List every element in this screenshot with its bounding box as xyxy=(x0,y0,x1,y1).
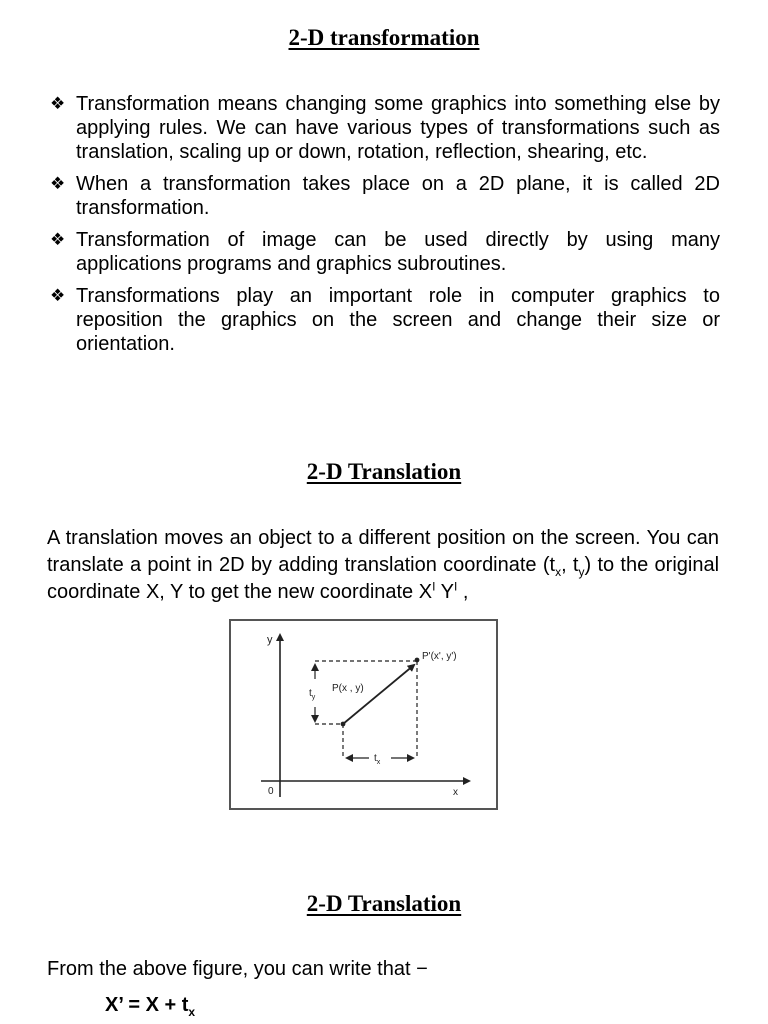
ty-label: $t_y$ xyxy=(309,688,316,701)
equation-x: X’ = $X + t_x$ xyxy=(105,994,196,1019)
point-label: P(x , y) xyxy=(332,683,364,694)
diamond-bullet-icon: ❖ xyxy=(50,230,66,249)
bullet-text: Transformation of image can be used directly by using many applications programs and graphics subroutines. xyxy=(76,229,720,275)
point-p xyxy=(341,722,346,727)
translation-figure xyxy=(229,619,498,810)
translation-paragraph: A translation moves an object to a different position on the screen. You can translate a point in 2D by adding translation coordinate ($t_x$, $t_y$) to the original coordinate X, Y to get the new coordinate $X^I$ $Y^I$ , xyxy=(47,527,720,603)
section-title-translation: 2-D Translation xyxy=(306,459,462,484)
bullet-item xyxy=(48,228,720,276)
bullet-item xyxy=(48,172,720,220)
section-title-translation-2: 2-D Translation xyxy=(306,891,462,916)
tx-label: $t_x$ xyxy=(374,753,381,766)
bullet-text: Transformation means changing some graphics into something else by applying rules. We can have various types of transformations such as translation, scaling up or down, rotation, reflection, shearing, etc. xyxy=(76,93,720,163)
y-axis-label: y xyxy=(267,634,273,646)
diamond-bullet-icon: ❖ xyxy=(50,286,66,305)
diamond-bullet-icon: ❖ xyxy=(50,94,66,113)
figure-intro-text: From the above figure, you can write that − xyxy=(47,958,428,980)
translation-vector xyxy=(343,665,414,724)
translation-diagram xyxy=(231,621,496,808)
bullet-item xyxy=(48,284,720,356)
point-p-prime xyxy=(415,658,420,663)
bullet-text: When a transformation takes place on a 2D plane, it is called 2D transformation. xyxy=(76,173,720,219)
diamond-bullet-icon: ❖ xyxy=(50,174,66,193)
new-point-label: P'(x', y') xyxy=(422,651,457,662)
bullet-text: Transformations play an important role in computer graphics to reposition the graphics on the screen and change their size or orientation. xyxy=(76,285,720,355)
section-title-transformation: 2-D transformation xyxy=(288,25,480,50)
origin-label: 0 xyxy=(268,786,274,797)
x-axis-label: x xyxy=(453,787,458,798)
bullet-item xyxy=(48,92,720,164)
transformation-bullet-list xyxy=(48,92,720,364)
